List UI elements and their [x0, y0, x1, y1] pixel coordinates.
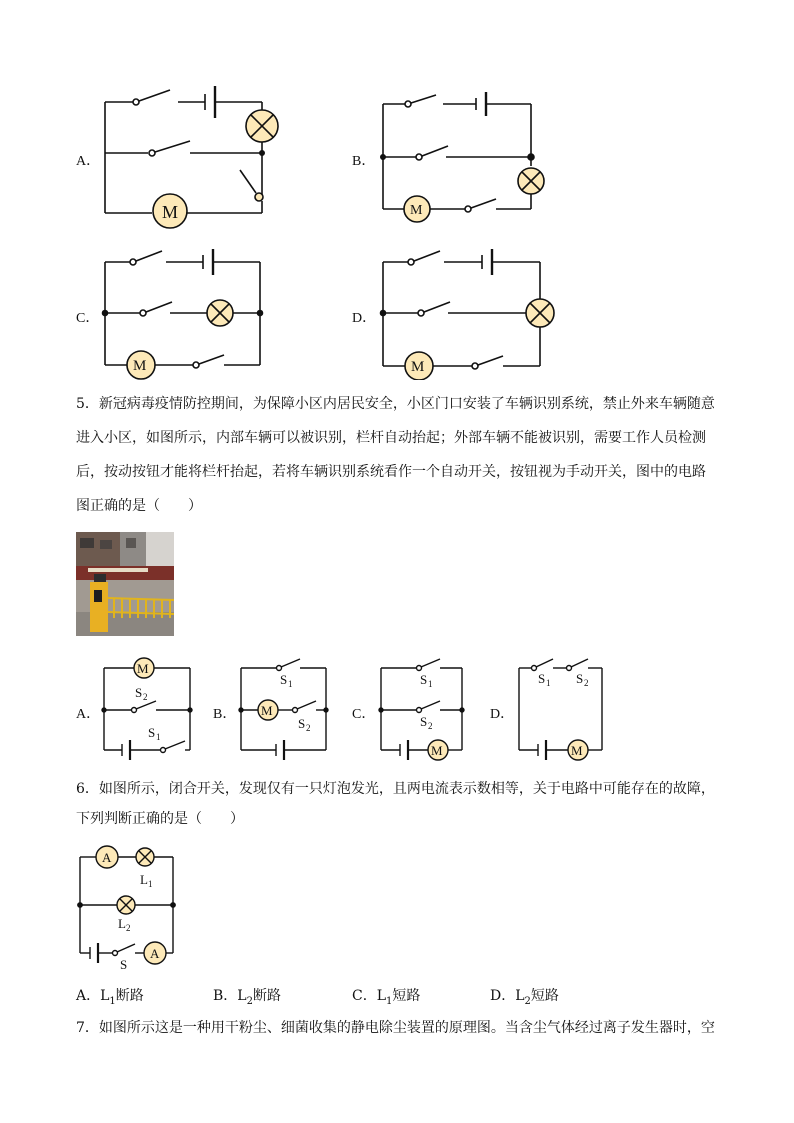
q4d-motor-label: M: [411, 359, 425, 375]
q5c-s1-label: S: [420, 672, 428, 687]
q4a-motor-label: M: [162, 202, 179, 222]
q5a-s2-sub: 2: [143, 692, 148, 702]
q5a-s2-label: S: [135, 685, 143, 700]
q6-circuit: [60, 840, 190, 975]
q5-circuit-d: [519, 659, 602, 760]
q5-option-c-label: C．: [352, 707, 376, 722]
q6-answer-c-letter: C．: [352, 988, 377, 1004]
q5-option-d-label: D．: [490, 707, 515, 722]
q6-answer-d-letter: D．: [490, 988, 516, 1004]
q6-answer-d-sub: 2: [524, 995, 531, 1007]
q6-answer-d-suffix: 短路: [530, 988, 559, 1004]
q6-answer-c-suffix: 短路: [392, 988, 421, 1004]
q5c-s1-sub: 1: [428, 679, 433, 689]
q4-circuit-c: [103, 249, 263, 379]
q4-circuit-b: [381, 92, 544, 222]
q4-option-d-label: D．: [352, 311, 377, 326]
q5a-motor-label: M: [137, 661, 149, 676]
q5d-motor-label: M: [571, 743, 583, 758]
q5b-s1-sub: 1: [288, 679, 293, 689]
q5d-s1-sub: 1: [546, 678, 551, 688]
q6-answer-c-sub: 1: [386, 995, 393, 1007]
gate-barrier-photo: [76, 532, 174, 636]
q5a-s1-label: S: [148, 725, 156, 740]
q6-answer-d-main: L: [515, 988, 525, 1004]
q4-option-c-label: C．: [76, 311, 100, 326]
q5d-s2-sub: 2: [584, 678, 589, 688]
q6-answer-b-sub: 2: [246, 995, 253, 1007]
q4c-motor-label: M: [133, 358, 147, 374]
q6-l2-label: L: [118, 916, 126, 931]
q4b-motor-label: M: [410, 203, 423, 218]
q5b-s2-sub: 2: [306, 723, 311, 733]
q6-answer-b-letter: B．: [213, 988, 238, 1004]
q5-option-b-label: B．: [213, 707, 237, 722]
q4-circuit-d: [381, 249, 555, 380]
q6-l1-label: L: [140, 872, 148, 887]
q4-circuits: [0, 0, 794, 380]
q6-answer-a-suffix: 断路: [115, 988, 144, 1004]
q4-circuit-a: [105, 86, 278, 228]
q5c-s2-label: S: [420, 714, 428, 729]
q5-circuits: [0, 650, 794, 770]
q5-option-a-label: A．: [76, 707, 101, 722]
q6-answer-b-suffix: 断路: [252, 988, 281, 1004]
q6-answer-c-main: L: [376, 988, 387, 1004]
q6-answer-a-letter: A．: [76, 988, 101, 1004]
q5-line-1: 5．新冠病毒疫情防控期间，为保障小区内居民安全，小区门口安装了车辆识别系统，禁止外来车辆随意: [76, 396, 715, 412]
q5d-s2-label: S: [576, 671, 584, 686]
q6-line-2: 下列判断正确的是（ ）: [76, 811, 244, 827]
q5b-s2-label: S: [298, 716, 306, 731]
q7-line-1: 7．如图所示这是一种用干粉尘、细菌收集的静电除尘装置的原理图。当含尘气体经过离子发生器时，空: [76, 1020, 715, 1036]
q5-line-3: 后，按动按钮才能将栏杆抬起，若将车辆识别系统看作一个自动开关，按钮视为手动开关，图中的电路: [76, 464, 706, 480]
q6-l1-sub: 1: [148, 879, 153, 889]
q6-ammeter1-label: A: [102, 850, 112, 865]
q5b-s1-label: S: [280, 672, 288, 687]
q6-ammeter2-label: A: [150, 946, 160, 961]
q5c-s2-sub: 2: [428, 721, 433, 731]
q4-option-b-label: B．: [352, 154, 376, 169]
q6-line-1: 6．如图所示，闭合开关，发现仅有一只灯泡发光，且两电流表示数相等，关于电路中可能存在的故障，: [76, 781, 715, 797]
q6-switch-label: S: [120, 957, 128, 972]
q5d-s1-label: S: [538, 671, 546, 686]
q6-answer-a-main: L: [100, 988, 110, 1004]
q6-answer-b-main: L: [237, 988, 247, 1004]
q4-option-a-label: A．: [76, 154, 101, 169]
q5a-s1-sub: 1: [156, 732, 161, 742]
q5-line-2: 进入小区，如图所示，内部车辆可以被识别，栏杆自动抬起；外部车辆不能被识别，需要工作人员检测: [76, 430, 706, 446]
q5c-motor-label: M: [431, 743, 443, 758]
q5b-motor-label: M: [261, 703, 273, 718]
q5-line-4: 图正确的是（ ）: [76, 498, 202, 514]
q6-answer-a-sub: 1: [109, 995, 116, 1007]
q6-l2-sub: 2: [126, 923, 131, 933]
